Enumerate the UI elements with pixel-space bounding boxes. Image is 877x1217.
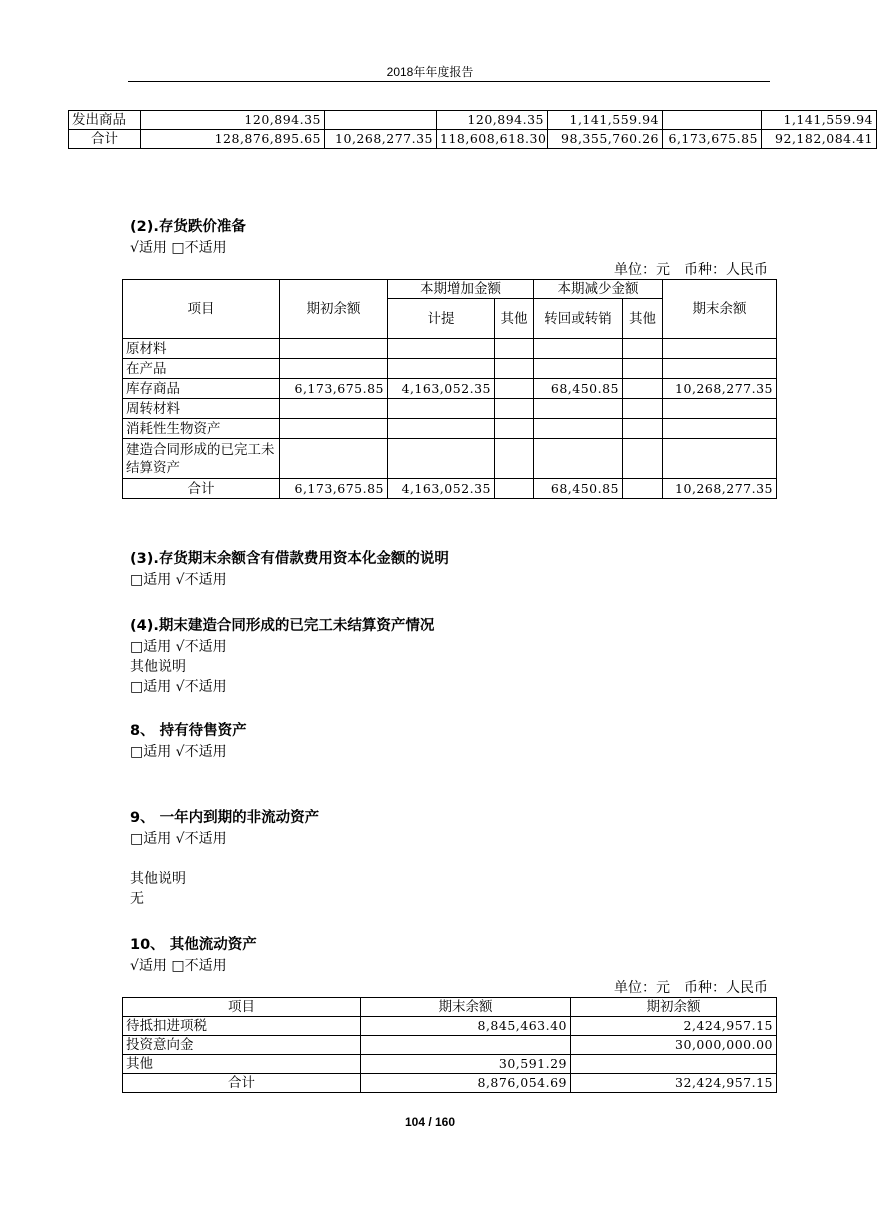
column-header: 本期增加金额 bbox=[388, 280, 534, 299]
applicability-line: □适用 √不适用 bbox=[130, 831, 227, 847]
table-cell: 30,591.29 bbox=[361, 1055, 571, 1074]
unit-label: 单位：元 币种：人民币 bbox=[614, 980, 768, 996]
table-cell bbox=[495, 439, 534, 479]
table-cell: 合计 bbox=[123, 1074, 361, 1093]
section-heading: (2).存货跌价准备 bbox=[130, 219, 246, 235]
column-header: 其他 bbox=[623, 299, 663, 339]
section-heading: (3).存货期末余额含有借款费用资本化金额的说明 bbox=[130, 551, 449, 567]
unit-label: 单位：元 币种：人民币 bbox=[614, 262, 768, 278]
column-header: 转回或转销 bbox=[534, 299, 623, 339]
table-row bbox=[123, 479, 777, 499]
table-cell: 投资意向金 bbox=[123, 1036, 361, 1055]
applicability-line: √适用 □不适用 bbox=[130, 958, 227, 974]
table-cell bbox=[623, 419, 663, 439]
table-cell: 30,000,000.00 bbox=[571, 1036, 777, 1055]
table-cell: 合计 bbox=[69, 130, 141, 149]
table-cell: 92,182,084.41 bbox=[762, 130, 877, 149]
table-row bbox=[123, 359, 777, 379]
table-cell: 原材料 bbox=[123, 339, 280, 359]
table-row bbox=[123, 379, 777, 399]
table-cell: 10,268,277.35 bbox=[325, 130, 437, 149]
table-cell: 其他 bbox=[123, 1055, 361, 1074]
applicability-line: □适用 √不适用 bbox=[130, 744, 227, 760]
table-cell bbox=[623, 479, 663, 499]
table-cell: 建造合同形成的已完工未结算资产 bbox=[123, 439, 280, 479]
other-current-assets-table bbox=[122, 997, 777, 1093]
table-cell bbox=[280, 399, 388, 419]
applicability-line: □适用 √不适用 bbox=[130, 679, 227, 695]
table-row bbox=[123, 1017, 777, 1036]
table-cell: 1,141,559.94 bbox=[548, 111, 663, 130]
table-cell bbox=[388, 399, 495, 419]
inventory-table-continued bbox=[68, 110, 877, 149]
table-row bbox=[69, 130, 877, 149]
table-cell bbox=[623, 339, 663, 359]
table-cell: 发出商品 bbox=[69, 111, 141, 130]
table-row bbox=[123, 1074, 777, 1093]
table-cell bbox=[663, 111, 762, 130]
table-cell bbox=[325, 111, 437, 130]
other-notes-label: 其他说明 bbox=[130, 871, 186, 887]
table-cell bbox=[495, 419, 534, 439]
table-cell: 周转材料 bbox=[123, 399, 280, 419]
table-cell bbox=[495, 359, 534, 379]
table-cell bbox=[663, 339, 777, 359]
applicability-line: □适用 √不适用 bbox=[130, 639, 227, 655]
table-cell bbox=[663, 399, 777, 419]
table-cell: 在产品 bbox=[123, 359, 280, 379]
applicability-line: □适用 √不适用 bbox=[130, 572, 227, 588]
table-cell: 32,424,957.15 bbox=[571, 1074, 777, 1093]
table-cell: 4,163,052.35 bbox=[388, 379, 495, 399]
column-header: 计提 bbox=[388, 299, 495, 339]
table-cell bbox=[623, 379, 663, 399]
table-cell bbox=[495, 399, 534, 419]
column-header: 其他 bbox=[495, 299, 534, 339]
table-cell: 6,173,675.85 bbox=[280, 479, 388, 499]
header-divider bbox=[128, 81, 770, 82]
table-cell bbox=[663, 359, 777, 379]
table-cell bbox=[534, 359, 623, 379]
section-heading: 10、 其他流动资产 bbox=[130, 937, 257, 953]
table-cell: 8,845,463.40 bbox=[361, 1017, 571, 1036]
impairment-table bbox=[122, 279, 777, 499]
table-cell: 118,608,618.30 bbox=[437, 130, 548, 149]
column-header: 项目 bbox=[123, 280, 280, 339]
applicability-line: √适用 □不适用 bbox=[130, 240, 227, 256]
table-cell bbox=[534, 419, 623, 439]
table-cell: 98,355,760.26 bbox=[548, 130, 663, 149]
table-cell: 120,894.35 bbox=[437, 111, 548, 130]
table-header-row bbox=[123, 998, 777, 1017]
table-cell: 2,424,957.15 bbox=[571, 1017, 777, 1036]
table-cell bbox=[388, 439, 495, 479]
section-heading: (4).期末建造合同形成的已完工未结算资产情况 bbox=[130, 618, 435, 634]
table-cell bbox=[534, 339, 623, 359]
table-cell: 10,268,277.35 bbox=[663, 479, 777, 499]
table-cell: 6,173,675.85 bbox=[280, 379, 388, 399]
table-cell bbox=[534, 399, 623, 419]
table-header-row bbox=[123, 280, 777, 299]
other-notes-value: 无 bbox=[130, 891, 144, 907]
table-cell bbox=[495, 479, 534, 499]
table-cell: 8,876,054.69 bbox=[361, 1074, 571, 1093]
table-row bbox=[123, 439, 777, 479]
table-row bbox=[123, 399, 777, 419]
table-cell bbox=[663, 419, 777, 439]
table-cell: 6,173,675.85 bbox=[663, 130, 762, 149]
table-row bbox=[123, 419, 777, 439]
column-header: 期初余额 bbox=[280, 280, 388, 339]
table-cell: 128,876,895.65 bbox=[141, 130, 325, 149]
table-cell bbox=[663, 439, 777, 479]
table-cell: 1,141,559.94 bbox=[762, 111, 877, 130]
section-heading: 9、 一年内到期的非流动资产 bbox=[130, 810, 320, 826]
table-row bbox=[69, 111, 877, 130]
table-cell: 库存商品 bbox=[123, 379, 280, 399]
table-cell bbox=[388, 419, 495, 439]
table-cell: 68,450.85 bbox=[534, 379, 623, 399]
page-header-title: 2018年年度报告 bbox=[386, 65, 474, 79]
table-cell: 120,894.35 bbox=[141, 111, 325, 130]
table-cell bbox=[623, 399, 663, 419]
column-header: 期末余额 bbox=[663, 280, 777, 339]
table-cell bbox=[361, 1036, 571, 1055]
table-cell bbox=[280, 339, 388, 359]
table-cell bbox=[571, 1055, 777, 1074]
table-cell bbox=[623, 439, 663, 479]
table-cell bbox=[495, 339, 534, 359]
column-header: 本期减少金额 bbox=[534, 280, 663, 299]
column-header: 项目 bbox=[123, 998, 361, 1017]
table-cell bbox=[388, 359, 495, 379]
table-row bbox=[123, 339, 777, 359]
table-cell bbox=[495, 379, 534, 399]
table-cell: 68,450.85 bbox=[534, 479, 623, 499]
section-heading: 8、 持有待售资产 bbox=[130, 723, 247, 739]
table-cell bbox=[623, 359, 663, 379]
table-row bbox=[123, 1055, 777, 1074]
column-header: 期初余额 bbox=[571, 998, 777, 1017]
page-number: 104 / 160 bbox=[404, 1115, 456, 1129]
table-row bbox=[123, 1036, 777, 1055]
table-cell bbox=[388, 339, 495, 359]
table-cell: 消耗性生物资产 bbox=[123, 419, 280, 439]
column-header: 期末余额 bbox=[361, 998, 571, 1017]
table-cell: 4,163,052.35 bbox=[388, 479, 495, 499]
table-cell: 合计 bbox=[123, 479, 280, 499]
table-cell: 10,268,277.35 bbox=[663, 379, 777, 399]
table-cell bbox=[280, 439, 388, 479]
other-notes-label: 其他说明 bbox=[130, 659, 186, 675]
table-cell bbox=[280, 419, 388, 439]
table-cell bbox=[280, 359, 388, 379]
table-cell bbox=[534, 439, 623, 479]
table-cell: 待抵扣进项税 bbox=[123, 1017, 361, 1036]
